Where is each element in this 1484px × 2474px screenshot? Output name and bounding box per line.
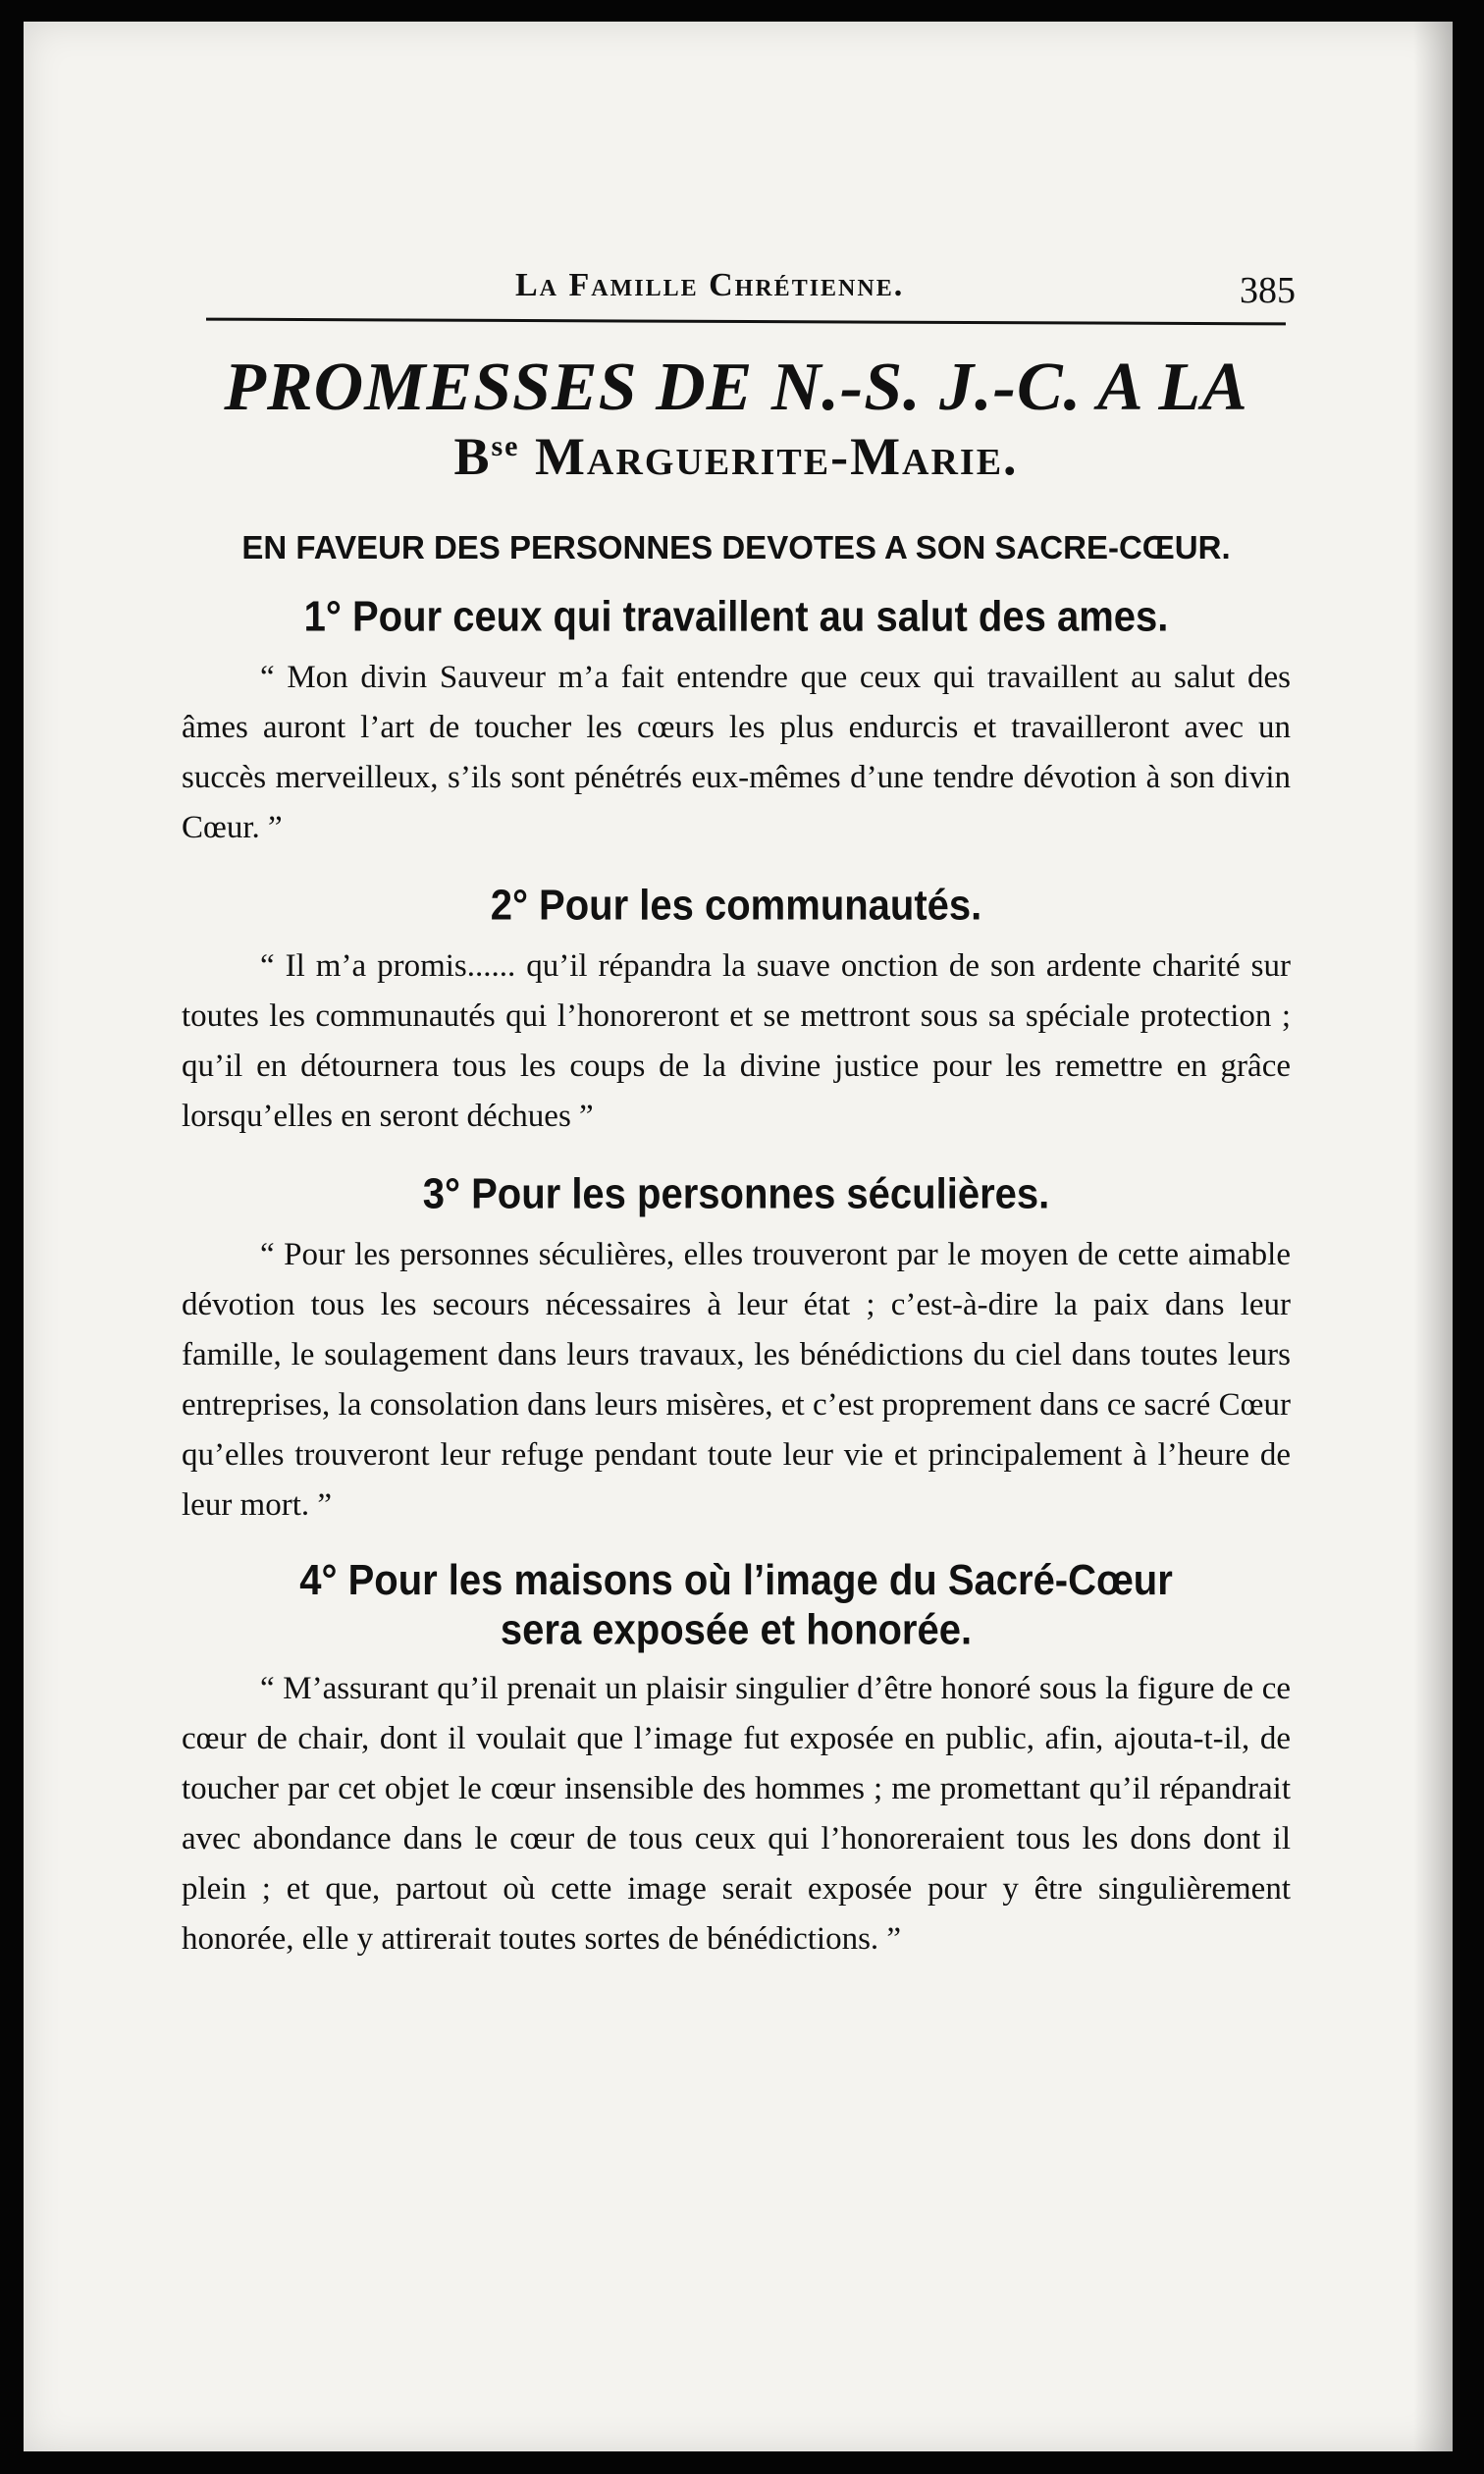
running-head xyxy=(206,263,1296,322)
section-heading-1: 1° Pour ceux qui travaillent au salut des ames. xyxy=(303,593,1169,641)
sub-title-superscript: se xyxy=(491,430,520,462)
section-heading-4-line2: sera exposée et honorée. xyxy=(500,1606,973,1654)
section-heading-4-line1: 4° Pour les maisons où l’image du Sacré-Cœur xyxy=(299,1556,1173,1605)
banner: EN FAVEUR DES PERSONNES DEVOTES A SON SACRE-CŒUR. xyxy=(241,529,1231,566)
section-text-1: “ Mon divin Sauveur m’a fait entendre que ceux qui travaillent au salut des âmes auront l’art de toucher les cœurs les plus endurcis et travailleront avec un succès merveilleux, s’ils sont pénétrés eux-mêmes d’une tendre dévotion à son divin Cœur. ” xyxy=(182,660,1291,846)
section-heading-2: 2° Pour les communautés. xyxy=(490,882,982,930)
page-number: 385 xyxy=(1240,270,1296,311)
section-heading-4 xyxy=(182,1556,1291,1655)
sub-title-name: Marguerite-Marie. xyxy=(519,427,1019,486)
running-head-title: La Famille Chrétienne. xyxy=(515,267,905,303)
sub-title-prefix: B xyxy=(453,427,492,486)
section-text-3: “ Pour les personnes séculières, elles trouveront par le moyen de cette aimable dévotion tous les secours nécessaires à leur état ; c’est-à-dire la paix dans leur famille, le soulagement dans leurs travaux, les bénédictions du ciel dans toutes leurs entreprises, la consolation dans leurs misères, et c’est proprement dans ce sacré Cœur qu’elles trouveront leur refuge pendant toute leur vie et principalement à l’heure de leur mort. ” xyxy=(182,1237,1291,1524)
section-heading-3: 3° Pour les personnes séculières. xyxy=(422,1170,1050,1218)
main-title: PROMESSES DE N.-S. J.-C. A LA xyxy=(224,350,1248,425)
section-text-2: “ Il m’a promis...... qu’il répandra la suave onction de son ardente charité sur toutes les communautés qui l’honoreront et se mettront sous sa spéciale protection ; qu’il en détournera tous les coups de la divine justice pour les remettre en grâce lorsqu’elles en seront déchues ” xyxy=(182,948,1291,1135)
page-edge-shadow xyxy=(1413,22,1453,2451)
section-text-4: “ M’assurant qu’il prenait un plaisir singulier d’être honoré sous la figure de ce cœur de chair, dont il voulait que l’image fut exposée en public, afin, ajouta-t-il, de toucher par cet objet le cœur insensible des hommes ; me promettant qu’il répandrait avec abondance dans le cœur de tous ceux qui l’honoreraient tous les dons dont il plein ; et que, partout où cette image serait exposée pour y être singulièrement honorée, elle y attirerait toutes sortes de bénédictions. ” xyxy=(182,1671,1291,1958)
sub-title xyxy=(182,428,1291,486)
page-content xyxy=(182,350,1291,1964)
